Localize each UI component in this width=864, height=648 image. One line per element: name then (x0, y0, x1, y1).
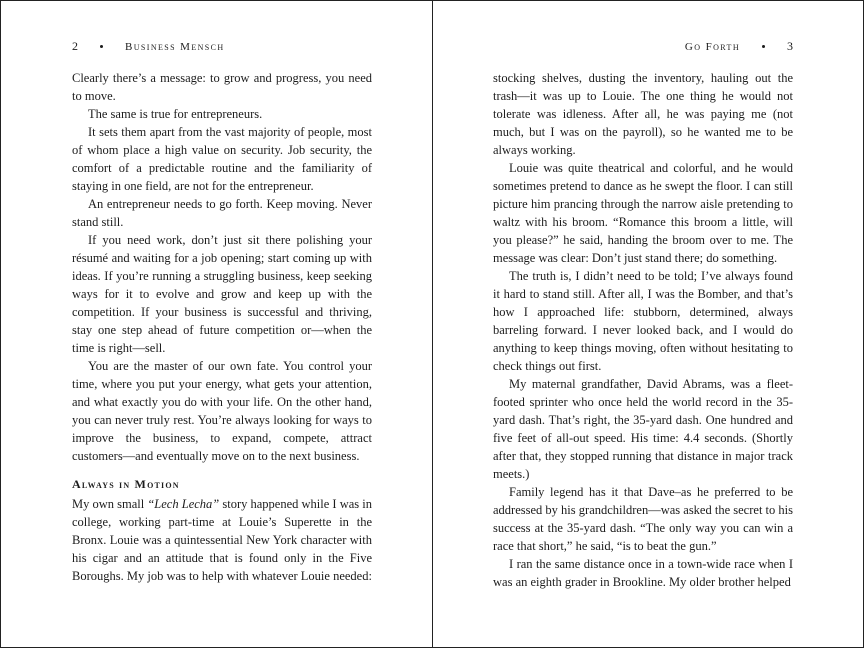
section-heading: Always in Motion (72, 477, 180, 491)
left-body-text (72, 69, 372, 585)
paragraph: An entrepreneur needs to go forth. Keep moving. Never stand still. (72, 197, 372, 229)
paragraph: Louie was quite theatrical and colorful, and he would sometimes pretend to dance as he swept the floor. I can still picture him prancing through the narrow aisle pretending to waltz with his broom. “Romance this broom a little, will you please?” he said, handing the broom over to me. The message was clear: Don’t just stand there; do something. (493, 161, 793, 265)
continued-paragraph: stocking shelves, dusting the inventory, hauling out the trash—it was up to Louie. The one thing he would not tolerate was idleness. After all, he was paying me (not much, but I was on the payroll), so he wanted me to be always working. (493, 71, 793, 157)
paragraph: If you need work, don’t just sit there polishing your résumé and waiting for a job opening; start coming up with ideas. If you’re running a struggling business, keep seeking ways for it to evolve and grow and keep up with the competition. If your business is successful and thriving, stay one step ahead of future competition or—when the time is right—sell. (72, 233, 372, 355)
right-body-text (493, 69, 793, 591)
paragraph: I ran the same distance once in a town-wide race when I was an eighth grader in Brookline. My older brother helped (493, 557, 793, 589)
bullet-separator (100, 45, 103, 48)
left-running-header (72, 39, 225, 54)
paragraph: It sets them apart from the vast majority of people, most of whom place a high value on security. Job security, the comfort of a predictable routine and the familiarity of staying in one field, are not for the entrepreneur. (72, 125, 372, 193)
running-head-title: Business Mensch (125, 40, 225, 53)
text-run: My own small (72, 497, 148, 511)
paragraph: Family legend has it that Dave–as he preferred to be addressed by his grandchildren—was asked the secret to his success at the 35-yard dash. “The only way you can win a race that short,” he said, “is to beat the gun.” (493, 485, 793, 553)
paragraph: The truth is, I didn’t need to be told; I’ve always found it hard to stand still. After all, I was the Bomber, and that’s how I approached life: stubborn, determined, always barreling forward. I never looked back, and I would do anything to keep things moving, often without hesitating to check things out first. (493, 269, 793, 373)
bullet-separator (762, 45, 765, 48)
page-number: 2 (72, 39, 78, 53)
paragraph: You are the master of our own fate. You control your time, where you put your energy, what gets your attention, and what exactly you do with your life. On the other hand, you can never truly rest. You’re always looking for ways to improve the business, to expand, compete, attract customers—and eventually move on to the next business. (72, 359, 372, 463)
left-page (1, 1, 432, 647)
page-number: 3 (787, 39, 793, 53)
right-running-header (685, 39, 793, 54)
paragraph: The same is true for entrepreneurs. (88, 107, 263, 121)
text-run: story happened while I was in college, working part-time at Louie’s Superette in the Bronx. Louie was a quintessential New York character with his cigar and an attitude that is found only in the Five Boroughs. My job was to help with whatever Louie needed: (72, 497, 372, 583)
paragraph: Clearly there’s a message: to grow and progress, you need to move. (72, 71, 372, 103)
italic-title: “Lech Lecha” (147, 497, 220, 511)
right-page (433, 1, 863, 647)
running-head-title: Go Forth (684, 40, 740, 53)
paragraph: My maternal grandfather, David Abrams, was a fleet-footed sprinter who once held the world record in the 35-yard dash. That’s right, the 35-yard dash. One hundred and five feet of all-out speed. His time: 4.4 seconds. (Shortly after that, they stopped running that distance in major track meets.) (493, 377, 793, 481)
section-paragraph (72, 495, 372, 585)
